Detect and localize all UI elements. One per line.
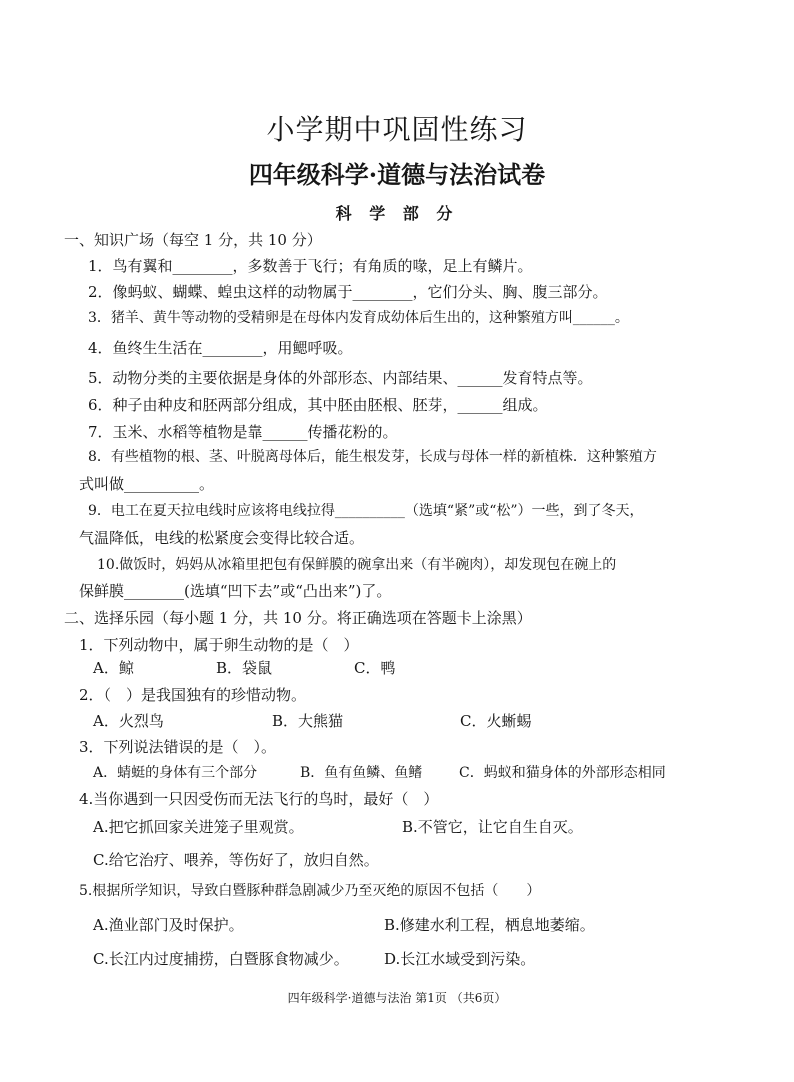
choice-5-option-c: C.长江内过度捕捞，白暨豚食物减少。	[93, 950, 349, 968]
choice-question-2: 2．（ ）是我国独有的珍惜动物。	[79, 686, 307, 704]
choice-5-option-b: B.修建水利工程，栖息地萎缩。	[384, 916, 595, 934]
fill-question-6: 6．种子由种皮和胚两部分组成，其中胚由胚根、胚芽，______组成。	[88, 396, 548, 414]
choice-2-option-b: B．大熊猫	[272, 712, 344, 730]
fill-question-10-line1: 10.做饭时，妈妈从冰箱里把包有保鲜膜的碗拿出来（有半碗肉），却发现包在碗上的	[97, 557, 617, 573]
choice-2-option-a: A．火烈鸟	[93, 712, 164, 730]
choice-question-5: 5.根据所学知识，导致白暨豚种群急剧减少乃至灭绝的原因不包括（ ）	[79, 883, 541, 899]
section-title: 科 学 部 分	[335, 204, 459, 223]
fill-question-9-line2: 气温降低，电线的松紧度会变得比较合适。	[79, 529, 365, 547]
fill-question-8-line1: 8．有些植物的根、茎、叶脱离母体后，能生根发芽，长成与母体一样的新植株．这种繁殖方	[88, 449, 657, 465]
choice-1-option-a: A．鲸	[93, 659, 134, 677]
choice-1-option-b: B．袋鼠	[216, 659, 273, 677]
exam-subtitle: 四年级科学·道德与法治试卷	[248, 160, 546, 189]
choice-question-1: 1．下列动物中，属于卵生动物的是（ ）	[79, 636, 359, 654]
fill-question-5: 5．动物分类的主要依据是身体的外部形态、内部结果、______发育特点等。	[88, 369, 593, 387]
choice-5-option-d: D.长江水域受到污染。	[384, 950, 536, 968]
fill-question-2: 2．像蚂蚁、蝴蝶、蝗虫这样的动物属于________，它们分头、胸、腹三部分。	[88, 283, 608, 301]
choice-1-option-c: C．鸭	[354, 659, 396, 677]
choice-question-3: 3．下列说法错误的是（ ）。	[79, 738, 277, 756]
fill-question-7: 7．玉米、水稻等植物是靠______传播花粉的。	[88, 423, 398, 441]
part2-heading: 二、选择乐园（每小题 1 分，共 10 分。将正确选项在答题卡上涂黑）	[64, 609, 532, 627]
fill-question-4: 4．鱼终生生活在________，用鳃呼吸。	[88, 339, 353, 357]
fill-question-10-line2: 保鲜膜________(选填“凹下去”或“凸出来”)了。	[79, 582, 392, 600]
choice-3-option-c: C．蚂蚁和猫身体的外部形态相同	[459, 765, 666, 781]
fill-question-3: 3．猪羊、黄牛等动物的受精卵是在母体内发育成幼体后生出的，这种繁殖方叫______。	[88, 310, 629, 326]
part1-heading: 一、知识广场（每空 1 分，共 10 分）	[64, 231, 322, 249]
choice-4-option-c: C.给它治疗、喂养，等伤好了，放归自然。	[93, 851, 379, 869]
fill-question-1: 1．鸟有翼和________，多数善于飞行；有角质的喙，足上有鳞片。	[88, 257, 533, 275]
choice-2-option-c: C．火蜥蜴	[460, 712, 532, 730]
page-footer: 四年级科学·道德与法治 第1页 （共6页）	[287, 991, 507, 1005]
choice-4-option-a: A.把它抓回家关进笼子里观赏。	[93, 818, 304, 836]
exam-title: 小学期中巩固性练习	[266, 113, 528, 146]
fill-question-8-line2: 式叫做__________。	[79, 475, 215, 493]
choice-4-option-b: B.不管它，让它自生自灭。	[402, 818, 583, 836]
choice-3-option-a: A．蜻蜓的身体有三个部分	[93, 765, 258, 781]
choice-5-option-a: A.渔业部门及时保护。	[93, 916, 244, 934]
fill-question-9-line1: 9．电工在夏天拉电线时应该将电线拉得__________（选填“紧”或“松”）一些，到了冬天，	[88, 503, 644, 519]
choice-3-option-b: B．鱼有鱼鳞、鱼鳍	[300, 765, 423, 781]
choice-question-4: 4.当你遇到一只因受伤而无法飞行的鸟时，最好（ ）	[79, 790, 439, 808]
